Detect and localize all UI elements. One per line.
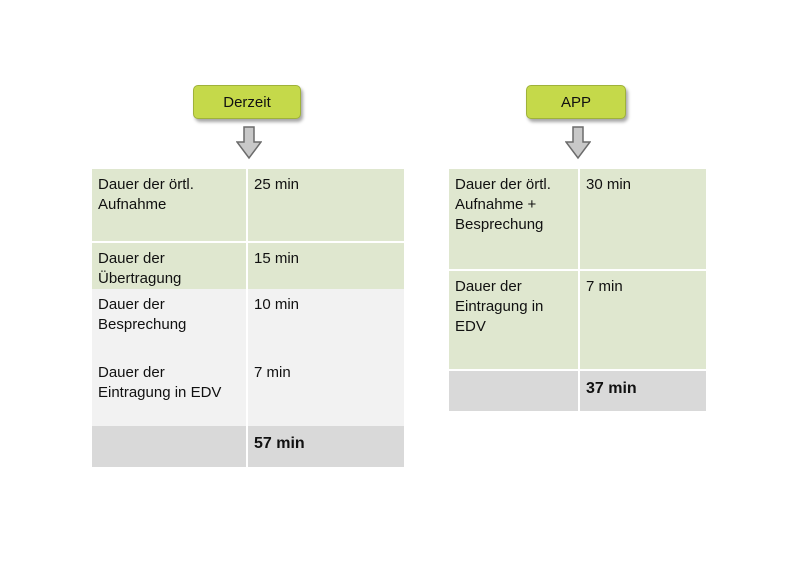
row-label: Dauer der Besprechung	[92, 289, 248, 357]
table-row	[449, 169, 706, 271]
row-value: 7 min	[586, 278, 623, 295]
app-table	[449, 169, 706, 411]
row-value: 7 min	[254, 364, 291, 381]
total-value: 37 min	[586, 380, 637, 397]
header-app	[526, 85, 626, 119]
row-label: Dauer der Eintragung in EDV	[449, 271, 580, 369]
arrow-down-icon	[236, 126, 262, 160]
row-value: 10 min	[254, 296, 300, 313]
table-row	[449, 271, 706, 371]
total-label	[449, 371, 580, 411]
table-row	[92, 357, 404, 426]
table-row	[92, 289, 404, 357]
header-app-label: APP	[560, 93, 591, 111]
total-row	[92, 426, 404, 467]
row-label: Dauer der Eintragung in EDV	[92, 357, 248, 426]
row-value: 30 min	[586, 176, 632, 193]
row-value: 25 min	[254, 176, 300, 193]
header-derzeit-label: Derzeit	[223, 93, 271, 111]
total-row	[449, 371, 706, 411]
total-label	[92, 426, 248, 467]
table-row	[92, 169, 404, 243]
arrow-down-icon	[565, 126, 591, 160]
table-row	[92, 243, 404, 289]
row-value: 15 min	[254, 250, 300, 267]
row-label: Dauer der Übertragung	[92, 243, 248, 289]
row-label: Dauer der örtl. Aufnahme + Besprechung	[449, 169, 580, 269]
row-label: Dauer der örtl. Aufnahme	[92, 169, 248, 241]
derzeit-table	[92, 169, 404, 467]
total-value: 57 min	[254, 435, 305, 452]
header-derzeit	[193, 85, 301, 119]
